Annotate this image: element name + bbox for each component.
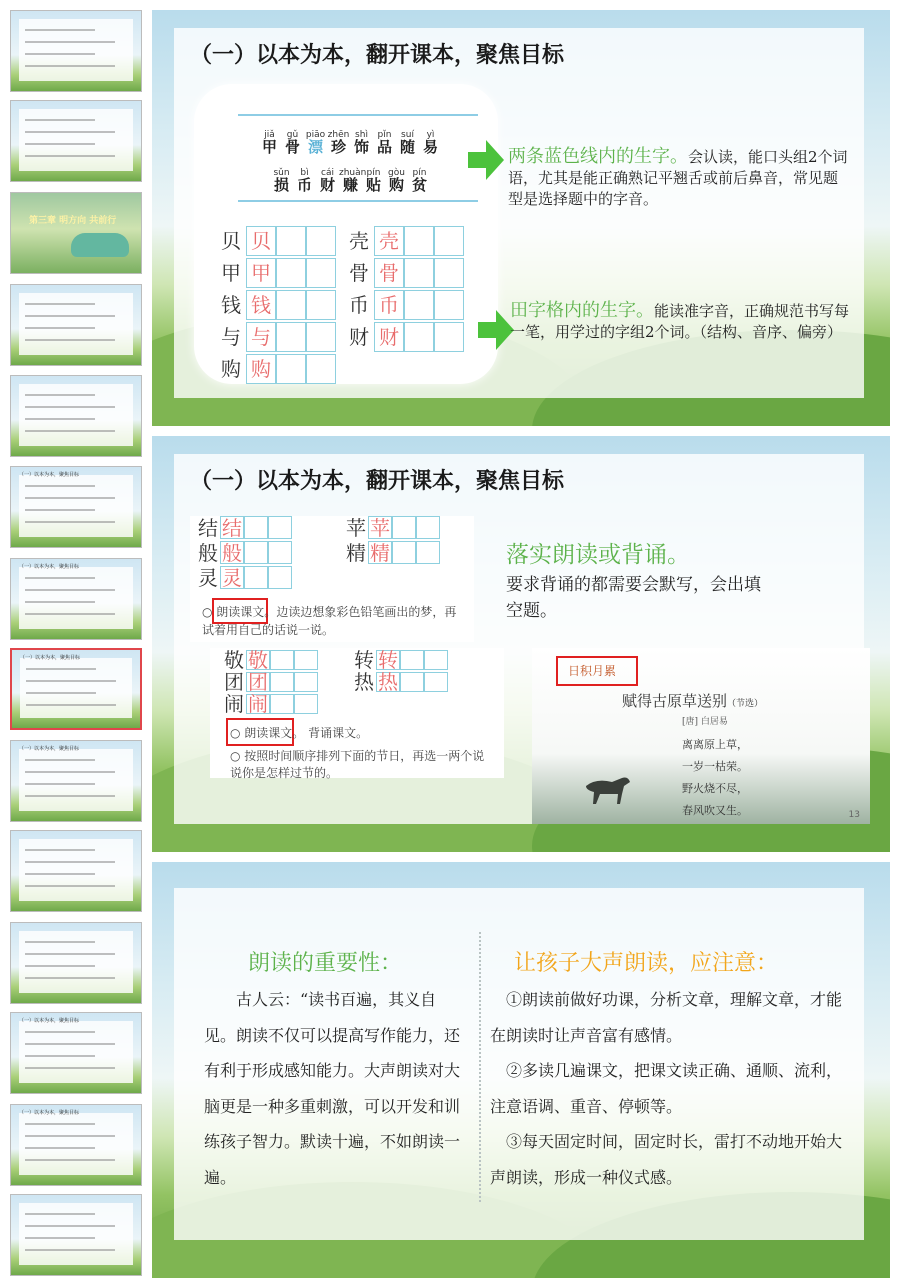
char-text: 购 — [388, 176, 404, 194]
thumbnail-title: （一）以本为本，聚焦目标 — [19, 1110, 80, 1116]
task-rest: 按照时间顺序排列下面的节日，再选一两个说说你是怎样过节的。 — [230, 749, 485, 780]
slide-thumbnail[interactable] — [10, 830, 142, 912]
pinyin-text: gǔ — [286, 130, 299, 140]
grid-cell — [424, 650, 448, 670]
thumbnail-title: 第三章 明方向 共前行 — [29, 216, 117, 226]
textbook-scan-2 — [210, 648, 504, 778]
pinyin-text: piāo — [305, 130, 326, 140]
char-text: 骨 — [284, 138, 300, 156]
task-highlight: 朗读课文。 — [244, 726, 305, 740]
poem-line: 一岁一枯荣。 — [682, 760, 748, 773]
thumbnail-text-line — [25, 1055, 95, 1057]
slide-thumbnail[interactable] — [10, 10, 142, 92]
poem-title-text: 赋得古原草送别 — [622, 692, 728, 710]
grid-cell — [306, 258, 336, 288]
task-text: ○ 朗读课文。边读边想象彩色铅笔画出的梦，再试着用自己的话说一说。 — [202, 605, 457, 637]
thumbnail-text-line — [25, 521, 115, 523]
pinyin-text: pǐn — [377, 130, 392, 140]
thumbnail-text-line — [25, 155, 115, 157]
thumbnail-text-line — [25, 1031, 95, 1033]
grid-cell — [424, 672, 448, 692]
thumbnail-text-line — [25, 29, 95, 31]
slide-1[interactable] — [152, 10, 890, 426]
grid-cell: 般 — [198, 541, 218, 565]
column-divider — [479, 932, 481, 1202]
poem-line: 春风吹又生。 — [682, 804, 748, 817]
thumbnail-text-line — [25, 849, 95, 851]
grid-cell — [400, 672, 424, 692]
slide-thumbnail[interactable] — [10, 922, 142, 1004]
char-text: 随 — [399, 138, 415, 156]
thumbnail-text-line — [25, 1067, 115, 1069]
grid-cell: 购 — [221, 357, 241, 381]
thumbnail-text-line — [25, 601, 95, 603]
poem-body — [682, 734, 748, 822]
grid-cell: 灵 — [198, 566, 218, 590]
grid-cell — [270, 650, 294, 670]
thumbnail-title: （一）以本为本，聚焦目标 — [19, 472, 80, 478]
textbook-scan-1 — [190, 516, 474, 642]
grid-cell — [392, 516, 416, 539]
thumbnail-title: （一）以本为本，聚焦目标 — [19, 564, 80, 570]
task-rest: 边读边想象彩色铅笔画出的梦，再试着用自己的话说一说。 — [202, 605, 457, 637]
pinyin-text: pín — [412, 168, 427, 178]
grid-cell — [404, 258, 434, 288]
thumbnail-text-line — [25, 953, 115, 955]
grid-cell: 团 — [248, 670, 268, 694]
grid-cell: 热 — [354, 670, 374, 694]
grid-cell — [306, 354, 336, 384]
grid-cell — [416, 541, 440, 564]
thumbnail-text-line — [25, 771, 115, 773]
poem-image — [532, 648, 870, 824]
blue-line-bottom — [238, 200, 478, 202]
pinyin-text: pín — [366, 168, 381, 178]
grid-cell — [400, 650, 424, 670]
char-text: 珍 — [330, 138, 346, 156]
thumbnail-text-line — [25, 394, 95, 396]
grid-cell: 敬 — [248, 648, 268, 672]
thumbnail-text-line — [25, 406, 115, 408]
grid-cell: 灵 — [222, 566, 242, 590]
thumbnail-text-line — [25, 509, 95, 511]
grid-cell — [434, 226, 464, 256]
grid-cell: 甲 — [246, 258, 276, 288]
car-icon — [71, 233, 129, 257]
grid-cell — [434, 290, 464, 320]
slide-thumbnail[interactable] — [10, 1012, 142, 1094]
thumbnail-text-line — [25, 119, 95, 121]
poem-tag: 日积月累 — [568, 664, 617, 678]
char-text: 漂 — [307, 138, 323, 156]
char-text: 财 — [319, 176, 335, 194]
slide-thumbnail[interactable] — [10, 1194, 142, 1276]
thumbnail-text-line — [25, 873, 95, 875]
thumbnail-text-line — [25, 941, 95, 943]
char-text: 赚 — [342, 176, 358, 194]
char-row — [270, 174, 431, 195]
grid-cell: 般 — [222, 541, 242, 565]
thumbnail-text-line — [25, 53, 95, 55]
left-heading: 朗读的重要性： — [248, 951, 403, 976]
char-text: 损 — [273, 176, 289, 194]
slide-2[interactable] — [152, 436, 890, 852]
thumbnail-text-line — [25, 759, 95, 761]
grid-cell: 敬 — [224, 648, 244, 672]
grid-cell: 骨 — [349, 261, 369, 285]
tip-item: ①朗读前做好功课，分析文章，理解文章，才能在朗读时让声音富有感情。 — [490, 990, 843, 1045]
poem-line: 野火烧不尽， — [682, 782, 748, 795]
grid-cell: 贝 — [221, 229, 241, 253]
slide-title: （一）以本为本，翻开课本，聚焦目标 — [190, 43, 565, 68]
grid-cell: 财 — [374, 322, 404, 352]
grid-cell: 团 — [224, 670, 244, 694]
grid-cell — [244, 516, 268, 539]
thumbnail-text-line — [26, 668, 96, 670]
pinyin-text: jiǎ — [264, 130, 275, 140]
grid-cell — [404, 226, 434, 256]
char-text: 甲 — [261, 138, 277, 156]
grid-cell: 转 — [378, 648, 398, 672]
grid-cell: 热 — [378, 670, 398, 694]
grid-cell: 钱 — [221, 293, 241, 317]
grid-cell — [244, 566, 268, 589]
grid-cell: 结 — [198, 516, 218, 540]
thumbnail-title: （一）以本为本，聚焦目标 — [19, 1018, 80, 1024]
grid-cell: 财 — [349, 325, 369, 349]
char-text: 贴 — [365, 176, 381, 194]
char-text: 易 — [422, 138, 438, 156]
green-arrow-icon — [468, 140, 508, 180]
poem-subtitle: （节选） — [727, 699, 764, 709]
poem-title — [622, 690, 763, 711]
pinyin-text: yì — [426, 130, 435, 140]
grid-cell — [276, 290, 306, 320]
grid-cell: 苹 — [370, 516, 390, 540]
char-row — [258, 136, 442, 157]
grid-cell: 钱 — [246, 290, 276, 320]
thumbnail-text-line — [25, 41, 115, 43]
grid-cell: 苹 — [346, 516, 366, 540]
grid-cell — [276, 226, 306, 256]
grid-cell — [244, 541, 268, 564]
grid-cell: 闹 — [248, 692, 268, 716]
slide-thumbnail[interactable] — [10, 558, 142, 640]
page-number: 13 — [848, 810, 860, 820]
note-body: 要求背诵的都需要会默写，会出填空题。 — [506, 575, 761, 621]
slide-thumbnail[interactable] — [10, 192, 142, 274]
thumbnail-text-line — [25, 885, 115, 887]
thumbnail-text-line — [25, 1043, 115, 1045]
pinyin-text: cái — [321, 168, 334, 178]
thumbnail-text-line — [25, 977, 115, 979]
task-highlight: 朗读课文。 — [216, 605, 277, 619]
grid-cell — [404, 322, 434, 352]
thumbnail-text-line — [25, 1147, 95, 1149]
grid-cell: 精 — [346, 541, 366, 565]
thumbnail-text-line — [25, 861, 115, 863]
note-heading: 落实朗读或背诵。 — [506, 542, 690, 568]
grid-cell: 壳 — [349, 229, 369, 253]
grid-cell: 购 — [246, 354, 276, 384]
slide-thumbnail[interactable] — [10, 375, 142, 457]
right-heading: 让孩子大声朗读，应注意： — [514, 951, 779, 976]
pinyin-text: zhuàn — [339, 168, 367, 178]
pinyin-text: gòu — [388, 168, 405, 178]
grid-cell — [276, 322, 306, 352]
thumbnail-text-line — [26, 692, 96, 694]
grid-cell: 壳 — [374, 226, 404, 256]
thumbnail-text-line — [25, 795, 115, 797]
slide-thumbnail[interactable] — [10, 466, 142, 548]
note-grid-chars — [510, 300, 850, 343]
slide-thumbnail[interactable] — [10, 284, 142, 366]
note-heading: 田字格内的生字。 — [510, 300, 654, 321]
grid-cell — [434, 322, 464, 352]
grid-cell — [270, 694, 294, 714]
grid-cell — [392, 541, 416, 564]
grid-cell — [434, 258, 464, 288]
note-body: 能读准字音，正确规范书写每一笔，用学过的字组2个词。（结构、音序、偏旁） — [510, 302, 850, 341]
grid-cell — [294, 650, 318, 670]
thumbnail-text-line — [25, 1159, 115, 1161]
grid-cell — [276, 354, 306, 384]
thumbnail-text-line — [26, 680, 116, 682]
left-body: 古人云：“读书百遍，其义自见。朗读不仅可以提高写作能力，还有利于形成感知能力。大声朗读对大脑更是一种多重刺激，可以开发和训练孩子智力。默读十遍，不如朗读一遍。 — [204, 990, 461, 1187]
grid-cell — [268, 541, 292, 564]
thumbnail-text-line — [25, 430, 115, 432]
grid-cell — [306, 290, 336, 320]
slide-thumbnail-panel — [0, 0, 150, 1286]
pinyin-text: suí — [401, 130, 414, 140]
grid-cell: 贝 — [246, 226, 276, 256]
blue-line-top — [238, 114, 478, 116]
slide-thumbnail[interactable] — [10, 1104, 142, 1186]
char-text: 饰 — [353, 138, 369, 156]
slide-3[interactable] — [152, 862, 890, 1278]
grid-cell — [270, 672, 294, 692]
task-rest: 背诵课文。 — [308, 726, 369, 740]
grid-cell — [268, 566, 292, 589]
grid-cell — [294, 672, 318, 692]
grid-cell: 币 — [374, 290, 404, 320]
tip-item: ③每天固定时间，固定时长，雷打不动地开始大声朗读，形成一种仪式感。 — [490, 1132, 843, 1187]
thumbnail-text-line — [25, 497, 115, 499]
thumbnail-text-line — [25, 303, 95, 305]
thumbnail-text-line — [25, 485, 95, 487]
thumbnail-text-line — [25, 143, 95, 145]
poem-author: [唐] 白居易 — [682, 717, 728, 727]
grid-cell: 精 — [370, 541, 390, 565]
pinyin-text: bì — [300, 168, 309, 178]
tip-item: ②多读几遍课文，把课文读正确、通顺、流利，注意语调、重音、停顿等。 — [490, 1061, 843, 1116]
thumbnail-text-line — [25, 131, 115, 133]
grid-cell: 与 — [221, 325, 241, 349]
slide-thumbnail[interactable] — [10, 648, 142, 730]
thumbnail-text-line — [25, 1213, 95, 1215]
char-text: 品 — [376, 138, 392, 156]
thumbnail-text-line — [25, 339, 115, 341]
thumbnail-text-line — [25, 577, 95, 579]
slide-thumbnail[interactable] — [10, 100, 142, 182]
grid-cell — [306, 226, 336, 256]
thumbnail-text-line — [25, 1135, 115, 1137]
slide-thumbnail[interactable] — [10, 740, 142, 822]
thumbnail-text-line — [25, 1249, 115, 1251]
poem-line: 离离原上草， — [682, 738, 748, 751]
char-text: 贫 — [411, 176, 427, 194]
grid-cell: 转 — [354, 648, 374, 672]
horse-icon — [578, 768, 638, 808]
grid-cell — [306, 322, 336, 352]
thumbnail-text-line — [25, 65, 115, 67]
pinyin-text: zhēn — [327, 130, 350, 140]
grid-cell — [276, 258, 306, 288]
grid-cell — [268, 516, 292, 539]
grid-cell: 与 — [246, 322, 276, 352]
grid-cell: 甲 — [221, 261, 241, 285]
thumbnail-text-line — [25, 589, 115, 591]
grid-cell — [416, 516, 440, 539]
thumbnail-text-line — [25, 418, 95, 420]
slide-title: （一）以本为本，翻开课本，聚焦目标 — [190, 469, 565, 494]
note-heading: 两条蓝色线内的生字。 — [508, 146, 688, 167]
grid-cell: 币 — [349, 293, 369, 317]
note-recite — [506, 538, 776, 624]
thumbnail-title: （一）以本为本，聚焦目标 — [19, 746, 80, 752]
thumbnail-content — [20, 658, 132, 718]
task-text: ○ 按照时间顺序排列下面的节日，再选一两个说说你是怎样过节的。 — [230, 749, 485, 780]
note-blue-line-chars — [508, 146, 848, 210]
thumbnail-text-line — [26, 704, 116, 706]
grid-cell — [294, 694, 318, 714]
grid-cell: 闹 — [224, 692, 244, 716]
grid-cell: 骨 — [374, 258, 404, 288]
task-text: ○ 朗读课文。 背诵课文。 — [230, 726, 369, 740]
thumbnail-text-line — [25, 1237, 95, 1239]
thumbnail-title: （一）以本为本，聚焦目标 — [20, 655, 81, 661]
grid-cell — [404, 290, 434, 320]
note-body: 会认读，能口头组2个词语，尤其是能正确熟记平翘舌或前后鼻音，常见题型是选择题中的字音。 — [508, 148, 848, 208]
right-body — [490, 982, 846, 1195]
thumbnail-text-line — [25, 613, 115, 615]
thumbnail-text-line — [25, 1225, 115, 1227]
thumbnail-text-line — [25, 783, 95, 785]
grid-cell: 结 — [222, 516, 242, 540]
thumbnail-text-line — [25, 327, 95, 329]
thumbnail-text-line — [25, 1123, 95, 1125]
thumbnail-text-line — [25, 315, 115, 317]
textbook-image — [194, 84, 498, 384]
pinyin-text: shì — [355, 130, 368, 140]
char-text: 币 — [296, 176, 312, 194]
pinyin-text: sǔn — [273, 168, 290, 178]
thumbnail-text-line — [25, 965, 95, 967]
